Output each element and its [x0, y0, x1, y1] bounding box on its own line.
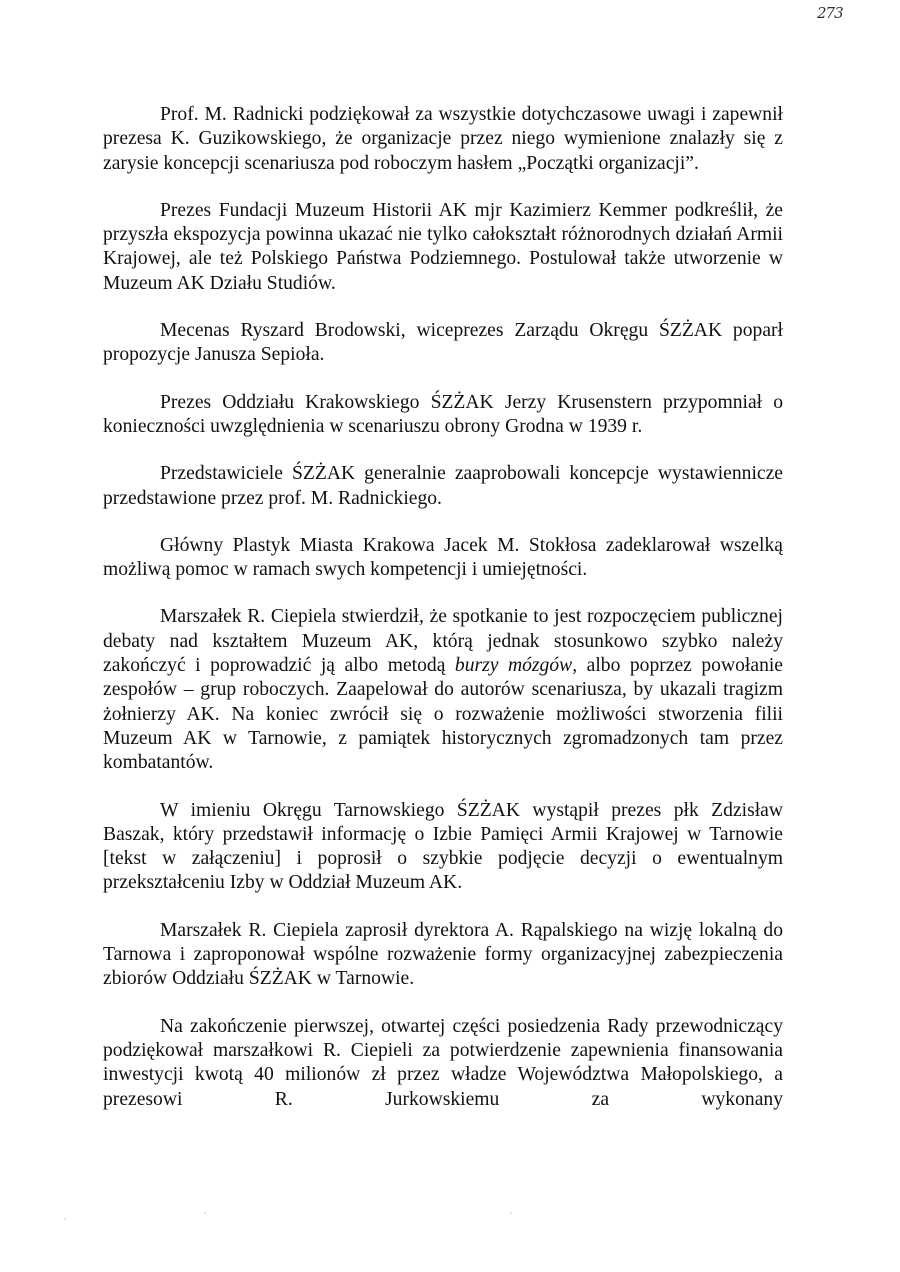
- paragraph: [103, 605, 783, 775]
- paragraph: Prof. M. Radnicki podziękował za wszystkie dotychczasowe uwagi i zapewnił prezesa K. Guzikowskiego, że organizacje przez niego wymienione znalazły się z zarysie koncepcji scenariusza pod roboczym hasłem „Początki organizacji”.: [103, 104, 783, 174]
- paragraph-text: Marszałek R. Ciepiela stwierdził, że spotkanie to jest rozpoczęciem publicznej debaty nad kształtem Muzeum AK, którą jednak stosunkowo szybko należy zakończyć i poprowadzić ją albo metodą: [103, 606, 783, 677]
- paragraph: W imieniu Okręgu Tarnowskiego ŚZŻAK wystąpił prezes płk Zdzisław Baszak, który przedstawił informację o Izbie Pamięci Armii Krajowej w Tarnowie [tekst w załączeniu] i poprosił o szybkie podjęcie decyzji o ewentualnym przekształceniu Izby w Oddział Muzeum AK.: [103, 799, 783, 894]
- paragraph: Na zakończenie pierwszej, otwartej części posiedzenia Rady przewodniczący podziękował marszałkowi R. Ciepieli za potwierdzenie zapewnienia finansowania inwestycji kwotą 40 milionów zł przez władze Województwa Małopolskiego, a prezesowi R. Jurkowskiemu za wykonany: [103, 1015, 783, 1110]
- paragraph: Prezes Oddziału Krakowskiego ŚZŻAK Jerzy Krusenstern przypomniał o konieczności uwzględnienia w scenariuszu obrony Grodna w 1939 r.: [103, 391, 783, 437]
- scan-speck: [204, 1212, 206, 1214]
- paragraph: Przedstawiciele ŚZŻAK generalnie zaaprobowali koncepcje wystawiennicze przedstawione przez prof. M. Radnickiego.: [103, 463, 783, 509]
- scan-speck: [510, 1212, 512, 1214]
- paragraph-text: , albo poprzez powołanie zespołów – grup roboczych. Zaapelował do autorów scenariusza, by ukazali tragizm żołnierzy AK. Na koniec zwrócił się o rozważenie możliwości stworzenia filii Muzeum AK w Tarnowie, z pamiątek historycznych zgromadzonych tam przez kombatantów.: [103, 655, 784, 774]
- document-body: [103, 103, 783, 1135]
- italic-phrase: burzy mózgów: [454, 655, 573, 677]
- page-number: 273: [817, 4, 843, 22]
- paragraph: Prezes Fundacji Muzeum Historii AK mjr Kazimierz Kemmer podkreślił, że przyszła ekspozycja powinna ukazać nie tylko całokształt różnorodnych działań Armii Krajowej, ale też Polskiego Państwa Podziemnego. Postulował także utworzenie w Muzeum AK Działu Studiów.: [103, 199, 783, 294]
- paragraph: Mecenas Ryszard Brodowski, wiceprezes Zarządu Okręgu ŚZŻAK poparł propozycje Janusza Sepioła.: [103, 320, 783, 366]
- paragraph: Marszałek R. Ciepiela zaprosił dyrektora A. Rąpalskiego na wizję lokalną do Tarnowa i zaproponował wspólne rozważenie formy organizacyjnej zabezpieczenia zbiorów Oddziału ŚZŻAK w Tarnowie.: [103, 919, 783, 990]
- paragraph: Główny Plastyk Miasta Krakowa Jacek M. Stokłosa zadeklarował wszelką możliwą pomoc w ramach swych kompetencji i umiejętności.: [103, 534, 783, 581]
- scan-speck: [64, 1218, 66, 1220]
